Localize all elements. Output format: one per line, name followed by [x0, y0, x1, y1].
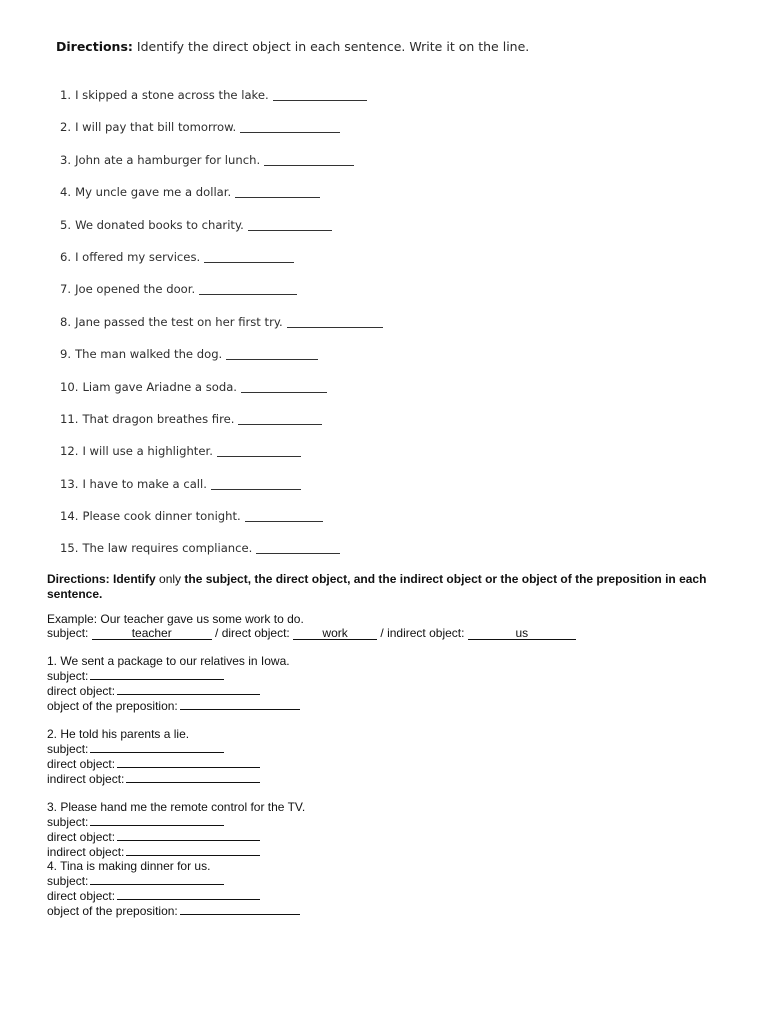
- item-number: 13.: [60, 476, 79, 491]
- example-direct-label: / direct object:: [211, 626, 294, 640]
- answer-blank[interactable]: [256, 541, 340, 554]
- question-sentence: 4. Tina is making dinner for us.: [47, 859, 211, 873]
- item-sentence: Jane passed the test on her first try.: [75, 314, 283, 329]
- item-number: 15.: [60, 541, 79, 556]
- list-item: [60, 347, 383, 379]
- item-number: 12.: [60, 444, 79, 459]
- list-item: [60, 477, 383, 509]
- answer-blank[interactable]: [204, 250, 294, 263]
- answer-blank[interactable]: [126, 844, 260, 856]
- answer-blank[interactable]: [248, 218, 332, 231]
- item-number: 10.: [60, 379, 79, 394]
- example-sentence: Example: Our teacher gave us some work to do.: [47, 612, 304, 626]
- answer-blank[interactable]: [180, 698, 300, 710]
- question-1: [47, 654, 727, 713]
- answer-row: [47, 683, 727, 698]
- answer-row: [47, 888, 727, 903]
- answer-blank[interactable]: [117, 829, 260, 841]
- answer-row: [47, 668, 727, 683]
- answer-label: direct object:: [47, 889, 116, 903]
- list-item: [60, 153, 383, 185]
- answer-blank[interactable]: [90, 873, 224, 885]
- question-4: [47, 859, 727, 918]
- question-2: [47, 727, 727, 786]
- list-item: [60, 218, 383, 250]
- list-item: [60, 88, 383, 120]
- item-number: 5.: [60, 217, 72, 232]
- item-sentence: We donated books to charity.: [75, 217, 244, 232]
- answer-blank[interactable]: [217, 444, 301, 457]
- part2-directions: [47, 572, 727, 601]
- answer-row: [47, 741, 727, 756]
- item-sentence: The law requires compliance.: [82, 541, 253, 556]
- answer-label: direct object:: [47, 684, 116, 698]
- answer-blank[interactable]: [199, 282, 297, 295]
- item-sentence: Liam gave Ariadne a soda.: [82, 379, 237, 394]
- answer-label: direct object:: [47, 830, 116, 844]
- answer-row: [47, 814, 727, 829]
- question-sentence: 3. Please hand me the remote control for the TV.: [47, 800, 306, 814]
- item-sentence: The man walked the dog.: [75, 347, 223, 362]
- answer-label: subject:: [47, 742, 89, 756]
- item-number: 14.: [60, 509, 79, 524]
- answer-blank[interactable]: [235, 185, 320, 198]
- item-sentence: My uncle gave me a dollar.: [75, 185, 232, 200]
- answer-blank[interactable]: [273, 88, 367, 101]
- item-sentence: John ate a hamburger for lunch.: [75, 152, 261, 167]
- list-item: [60, 185, 383, 217]
- answer-label: indirect object:: [47, 772, 125, 786]
- example-block: [47, 612, 727, 640]
- answer-row: [47, 771, 727, 786]
- item-number: 7.: [60, 282, 72, 297]
- part1-directions: [56, 39, 529, 54]
- item-sentence: I will use a highlighter.: [82, 444, 213, 459]
- item-number: 6.: [60, 249, 72, 264]
- answer-row: [47, 873, 727, 888]
- answer-row: [47, 756, 727, 771]
- example-direct-answer: work: [293, 627, 377, 640]
- list-item: [60, 541, 383, 573]
- answer-label: subject:: [47, 669, 89, 683]
- answer-row: [47, 903, 727, 918]
- answer-label: object of the preposition:: [47, 904, 178, 918]
- list-item: [60, 444, 383, 476]
- answer-blank[interactable]: [117, 888, 260, 900]
- question-sentence: 2. He told his parents a lie.: [47, 727, 190, 741]
- example-answers: [47, 626, 727, 640]
- answer-blank[interactable]: [238, 412, 322, 425]
- list-item: [60, 315, 383, 347]
- answer-label: object of the preposition:: [47, 699, 178, 713]
- item-number: 11.: [60, 411, 79, 426]
- item-sentence: I have to make a call.: [82, 476, 207, 491]
- example-subject-answer: teacher: [92, 627, 212, 640]
- list-item: [60, 120, 383, 152]
- answer-blank[interactable]: [226, 347, 318, 360]
- directions-bold-c: the subject, the direct object, and the indirect object or the object of the preposition in each sentence.: [47, 572, 707, 601]
- item-number: 1.: [60, 88, 72, 102]
- answer-blank[interactable]: [126, 771, 260, 783]
- item-sentence: Joe opened the door.: [75, 282, 196, 297]
- item-sentence: Please cook dinner tonight.: [82, 509, 241, 524]
- answer-row: [47, 698, 727, 713]
- item-sentence: I skipped a stone across the lake.: [75, 88, 269, 102]
- answer-blank[interactable]: [264, 153, 354, 166]
- directions-bold-a: Directions: Identify: [47, 572, 156, 586]
- answer-blank[interactable]: [241, 380, 327, 393]
- answer-label: indirect object:: [47, 845, 125, 859]
- directions-text: Identify the direct object in each sentence. Write it on the line.: [132, 39, 530, 54]
- answer-blank[interactable]: [287, 315, 383, 328]
- question-sentence: 1. We sent a package to our relatives in Iowa.: [47, 654, 290, 668]
- answer-label: subject:: [47, 874, 89, 888]
- item-number: 3.: [60, 152, 72, 167]
- answer-blank[interactable]: [117, 683, 260, 695]
- item-sentence: I offered my services.: [75, 249, 201, 264]
- example-subject-label: subject:: [47, 626, 92, 640]
- list-item: [60, 509, 383, 541]
- item-number: 9.: [60, 347, 72, 362]
- answer-blank[interactable]: [211, 477, 301, 490]
- directions-normal: only: [155, 572, 185, 586]
- answer-blank[interactable]: [245, 509, 323, 522]
- example-indirect-answer: us: [468, 627, 576, 640]
- answer-blank[interactable]: [240, 120, 340, 133]
- answer-row: [47, 844, 727, 859]
- item-sentence: That dragon breathes fire.: [82, 411, 235, 426]
- list-item: [60, 412, 383, 444]
- part1-question-list: [60, 88, 383, 574]
- answer-label: subject:: [47, 815, 89, 829]
- item-number: 4.: [60, 185, 72, 200]
- list-item: [60, 282, 383, 314]
- answer-blank[interactable]: [90, 814, 224, 826]
- answer-label: direct object:: [47, 757, 116, 771]
- answer-blank[interactable]: [117, 756, 260, 768]
- answer-blank[interactable]: [90, 668, 224, 680]
- answer-blank[interactable]: [90, 741, 224, 753]
- item-number: 2.: [60, 120, 72, 135]
- item-number: 8.: [60, 314, 72, 329]
- directions-label: Directions:: [56, 39, 133, 54]
- list-item: [60, 250, 383, 282]
- answer-blank[interactable]: [180, 903, 300, 915]
- example-indirect-label: / indirect object:: [377, 626, 468, 640]
- answer-row: [47, 829, 727, 844]
- part2-section: [47, 572, 727, 918]
- question-3: [47, 800, 727, 859]
- list-item: [60, 380, 383, 412]
- item-sentence: I will pay that bill tomorrow.: [75, 120, 237, 135]
